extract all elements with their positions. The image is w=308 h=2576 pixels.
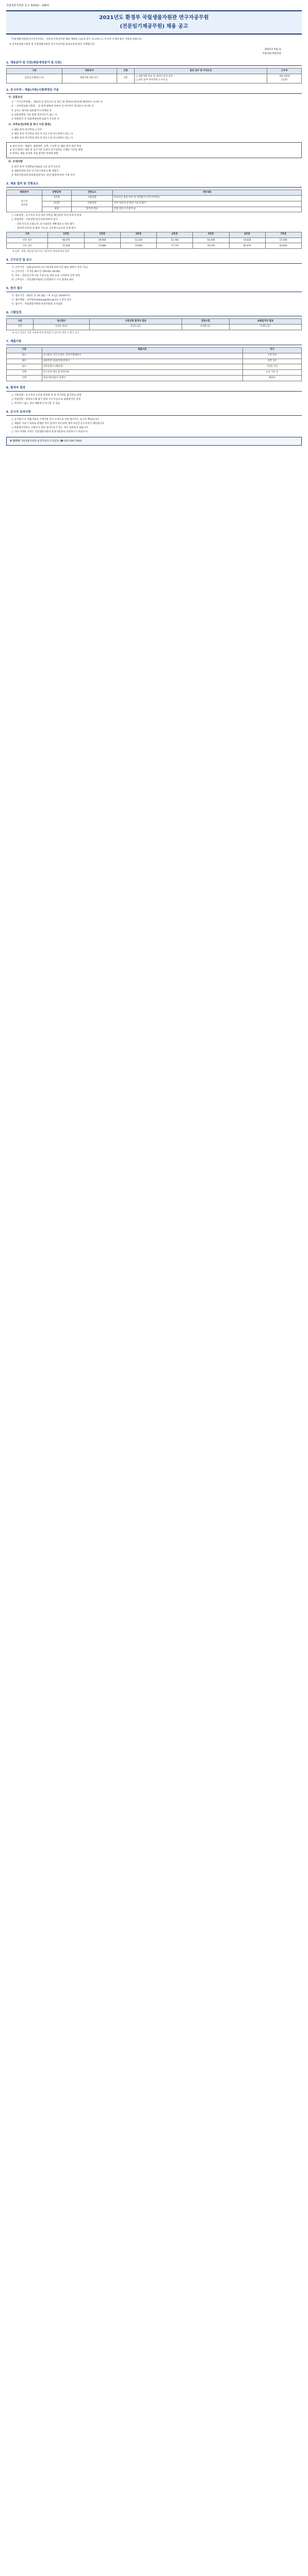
list-item: ○ 서류전형 : 응시자격 요건을 충족한 자 중 적격자를 합격자로 결정	[11, 394, 82, 397]
table-cell: 54,190	[193, 238, 229, 243]
contact-label: ※ 문의처	[10, 440, 20, 443]
table-cell: 취업지원대상자 증명서	[42, 376, 242, 381]
list-item: ② 해당 분야 석사학위 취득 후 3년 이상 연구경력이 있는 자	[11, 132, 73, 135]
table-cell: 1명	[117, 74, 134, 83]
table-cell: 48,470	[48, 238, 84, 243]
intro-text-2: ※ 공무원임용시험령 및 국립생물자원관 연구자공무원 운영규정에 따라 진행합니다.	[9, 43, 95, 46]
table-row	[7, 74, 302, 83]
list-item: 가. 근무기간 : 임용일로부터 2년 (성과에 따라 5년 범위 내에서 연장 가능)	[11, 266, 88, 269]
recruitment-table	[6, 68, 302, 83]
table-header: 1호봉	[48, 232, 84, 238]
org-line: 국립생물자원관장	[262, 53, 281, 56]
table-cell: 71,930	[48, 243, 84, 249]
table-cell: 55,620	[229, 238, 265, 243]
table-cell: 일정	[7, 324, 34, 330]
schedule-note: ※ 상기 일정은 기관 사정에 따라 변경될 수 있으며, 변경 시 별도 공지	[12, 331, 79, 334]
table-header: 구분	[7, 232, 48, 238]
table-row	[7, 370, 302, 376]
table-cell: 연구실적 목록 및 증빙서류	[42, 370, 242, 376]
table-cell: 직무 전문성 및 발전 가능성 평가	[112, 201, 301, 207]
detail-line: ○ 면접전형 : 서류전형 합격자에 한하여 실시	[11, 218, 58, 222]
table-header: 서류전형 합격자 발표	[90, 319, 182, 325]
table-row	[7, 376, 302, 381]
section-4-heading: 4. 근무조건 및 보수	[6, 258, 302, 264]
contact-text: 국립생물자원관 운영지원과 인사담당 (☎ 032-590-7000)	[20, 440, 82, 443]
table-cell: 6.11.(금)	[90, 324, 182, 330]
qualification-note-box	[6, 142, 302, 158]
table-header: 2호봉	[84, 232, 120, 238]
table-cell: 합격자 발표	[71, 207, 112, 212]
table-cell: 75,830	[120, 243, 156, 249]
list-item: ○ 최종합격자라도 신원조사 결과 결격사유가 있는 경우 임용하지 않습니다.	[11, 426, 89, 429]
detail-line: - 전문지식과 응용능력, 의사표현의 정확성과 논리성 평가	[15, 223, 74, 226]
table-cell: 49,900	[84, 238, 120, 243]
list-item: ③ 해당 분야 학사학위 취득 후 5년 이상 연구경력이 있는 자	[11, 137, 73, 140]
list-item: ① 관련 분야 국제학술지(SCI) 논문 실적 보유자	[11, 166, 60, 169]
table-row	[7, 364, 302, 370]
table-cell: 해당자	[242, 376, 301, 381]
list-item: ① 해당 분야 박사학위 소지자	[11, 128, 42, 131]
table-cell: 자격요건 충족 여부 및 서면평가 (적격·부적격)	[112, 195, 301, 201]
table-cell: 57,050	[265, 238, 301, 243]
pay-note: ※ 단위 : 천원, 전문임기제 나급 기준이며 경력에 따라 결정	[12, 250, 70, 253]
table-cell: 6.25.(금)	[230, 324, 302, 330]
section-1-heading: 1. 채용분야 및 인원(채용예정분야 및 인원)	[6, 61, 302, 66]
table-header: 5호봉	[193, 232, 229, 238]
note-line: ※ 학위는 채용 분야와 직접 관련된 학위에 한함	[10, 152, 58, 156]
documents-table	[6, 347, 302, 381]
list-item: ⑤ 최종합격 후 임용예정일에 임용이 가능한 자	[11, 117, 59, 121]
table-row	[7, 207, 302, 212]
list-item: 다. 보수 : 전문임기제 나급 수준으로 경력 등을 고려하여 연봉 결정	[11, 275, 80, 278]
table-header: 구분	[7, 319, 34, 325]
table-cell: 83,620	[265, 243, 301, 249]
table-row	[7, 201, 302, 207]
table-cell: 필수	[7, 364, 42, 370]
subheading-preference: 다. 우대사항	[8, 160, 23, 164]
table-cell: 73,880	[84, 243, 120, 249]
table-header: 면접시험	[182, 319, 229, 325]
title-box	[6, 10, 302, 35]
table-cell: 최종학력 졸업(학위)증명서	[42, 359, 242, 364]
list-item: ○ 제출된 서류가 허위로 판명될 경우 합격이 취소되며, 향후 5년간 응시자격이 제한됩니다.	[11, 422, 105, 425]
table-cell: 생물자원관 (인천)	[267, 74, 302, 83]
schedule-table	[6, 318, 302, 330]
section-3-heading: 3. 채용 절차 및 전형요소	[6, 182, 302, 188]
table-header: 인원	[117, 69, 134, 74]
table-cell: 1단계	[42, 195, 71, 201]
table-cell: 연봉 하한	[7, 238, 48, 243]
table-cell: 면접전형	[71, 201, 112, 207]
section-2-heading: 2. 응시자격 : 채용(지원)시험예정일 기준	[6, 88, 302, 94]
document-number: 국립생물자원관 공고 제2021 - 166호	[6, 4, 50, 7]
table-cell: 51,320	[120, 238, 156, 243]
list-item: ③ 남자는 병역을 필하였거나 면제된 자	[11, 109, 52, 112]
list-item: 다. 접수처 : 국립생물자원관 운영지원과 인사담당	[11, 303, 63, 306]
table-cell: 경력증명서 (해당자)	[42, 364, 242, 370]
table-cell: □ 생물자원 분류 및 데이터 관리 업무 □ 관련 분야 박사학위 소지자 등	[134, 74, 267, 83]
note-line: ※ 관련 분야 : 생물학, 생명과학, 농학, 수산학 등 해당 분야 관련 학과	[10, 145, 82, 148]
table-header: 4호봉	[157, 232, 193, 238]
list-item: 나. 근무시간 : 주 5일 40시간 (09:00~18:00)	[11, 270, 60, 274]
intro-text-1: 「국립생물자원관(연구자공무원)」 전문임기제공무원 채용 계획을 다음과 같이 공고하오니, 우수한 인재의 많은 지원을 바랍니다.	[9, 38, 143, 41]
table-header: 채용분야	[62, 69, 117, 74]
list-item: 나. 접수방법 : 나라일터(www.gojobs.go.kr) 온라인 접수	[11, 299, 72, 302]
list-item: 가. 접수기간 : 2021. 5. 24.(월) ~ 6. 4.(금) 18:00까지	[11, 295, 70, 298]
list-item: ○ 기타 자세한 사항은 국립생물자원관 운영지원과로 문의하시기 바랍니다.	[11, 430, 88, 433]
table-header: 근무처	[267, 69, 302, 74]
table-cell: 필수	[7, 359, 42, 364]
table-cell: 선택	[7, 370, 42, 376]
table-cell: 77,770	[157, 243, 193, 249]
section-6-heading: 6. 시험일정	[6, 311, 302, 316]
section-7-heading: 7. 제출서류	[6, 340, 302, 345]
table-row	[7, 243, 302, 249]
table-row	[7, 353, 302, 359]
title-line1: 2021년도 환경부 국립생물자원관 연구자공무원	[99, 14, 209, 21]
list-item: ③ 취업지원대상자(보훈대상자)는 관련 법령에 따라 가점 부여	[11, 174, 75, 177]
list-item: ① 「국가공무원법」 제33조의 결격사유 및 같은 법 제74조(정년)에 해당하지 아니한 자	[11, 101, 103, 104]
table-header: 전형단계	[42, 190, 71, 196]
table-cell: 연구자 공무원	[7, 195, 42, 212]
table-row	[7, 324, 302, 330]
table-cell: 소정 양식	[242, 353, 301, 359]
table-cell: 52,760	[157, 238, 193, 243]
table-cell: 2단계	[42, 201, 71, 207]
section-5-heading: 5. 원서 접수	[6, 286, 302, 292]
table-row	[7, 238, 302, 243]
table-cell: 선택	[7, 376, 42, 381]
table-cell: 원본 1부	[242, 359, 301, 364]
table-cell: 5.24.~6.4.	[34, 324, 90, 330]
table-cell: 전문임기제(연구사)	[7, 74, 62, 83]
table-cell: 최종	[42, 207, 71, 212]
note-line: ※ 연구경력은 대학 및 연구기관 등에서 연구업무를 수행한 기간을 말함	[10, 149, 83, 152]
table-cell: 6.18.(금)	[182, 324, 229, 330]
detail-line: - 창의력·의지력 및 발전 가능성, 공무원으로서의 자세 평가	[15, 227, 76, 230]
table-cell: 면접 결과 고득점자 순	[112, 207, 301, 212]
pay-table	[6, 232, 302, 249]
table-cell: 생물자원 분류·연구	[62, 74, 117, 83]
list-item: ○ 적격자가 없는 경우 채용하지 아니할 수 있음	[11, 402, 60, 405]
table-header: 6호봉	[229, 232, 265, 238]
selection-process-table	[6, 190, 302, 212]
table-cell: 연봉 상한	[7, 243, 48, 249]
table-header: 최종합격자 발표	[230, 319, 302, 325]
table-row	[7, 195, 302, 201]
subheading-common: 가. 공통요건	[8, 95, 23, 99]
table-cell: 필수	[7, 353, 42, 359]
table-cell: 기관장 직인	[242, 364, 301, 370]
subheading-qualification: 나. 자격요건(아래 중 하나 이상 충족)	[8, 123, 51, 126]
table-header: 구분	[7, 69, 62, 74]
table-header: 원서접수	[34, 319, 90, 325]
list-item: ② 「공무원임용시험령」 등 관계 법령에 의하여 응시자격이 정지되지 아니한 자	[11, 105, 94, 108]
table-header: 채용분야	[7, 190, 42, 196]
list-item: ○ 면접전형 : 평정요소별 평가 결과 우수자 순으로 최종합격자 결정	[11, 398, 81, 401]
title-line2: (전문임기제공무원) 채용 공고	[120, 24, 188, 30]
table-cell: 81,670	[229, 243, 265, 249]
detail-line: ○ 서류전형 : 응시자격 요건 충족 여부를 확인하여 적격·부적격 판정	[11, 214, 82, 217]
section-8-heading: 8. 합격자 결정	[6, 386, 302, 392]
table-header: 세부내용	[112, 190, 301, 196]
table-cell: 논문 사본 등	[242, 370, 301, 376]
table-row	[7, 359, 302, 364]
contact-box	[6, 437, 302, 446]
list-item: ④ 임용예정일 기준 현재 결격사유가 없는 자	[11, 113, 57, 116]
table-header: 전형요소	[71, 190, 112, 196]
table-header: 담당 업무 및 자격요건	[134, 69, 267, 74]
date-line: 2021년 5월 일	[264, 48, 281, 51]
table-header: 7호봉	[265, 232, 301, 238]
list-item: ○ 응시원서 등 제출서류의 기재사항 착오·누락으로 인한 불이익은 응시자 책임입니다.	[11, 418, 100, 421]
table-header: 비고	[242, 347, 301, 353]
table-cell: 응시원서, 자기소개서, 직무수행계획서	[42, 353, 242, 359]
table-cell: 서류전형	[71, 195, 112, 201]
list-item: 라. 근무장소 : 국립생물자원관 (인천광역시 서구 환경로 42)	[11, 279, 74, 282]
table-header: 3호봉	[120, 232, 156, 238]
table-header: 제출서류	[42, 347, 242, 353]
list-item: ② 생물다양성 관련 국가연구과제 수행 경험자	[11, 170, 59, 173]
table-header: 구분	[7, 347, 42, 353]
table-cell: 79,720	[193, 243, 229, 249]
section-9-heading: 9. 응시자 유의사항	[6, 410, 302, 416]
